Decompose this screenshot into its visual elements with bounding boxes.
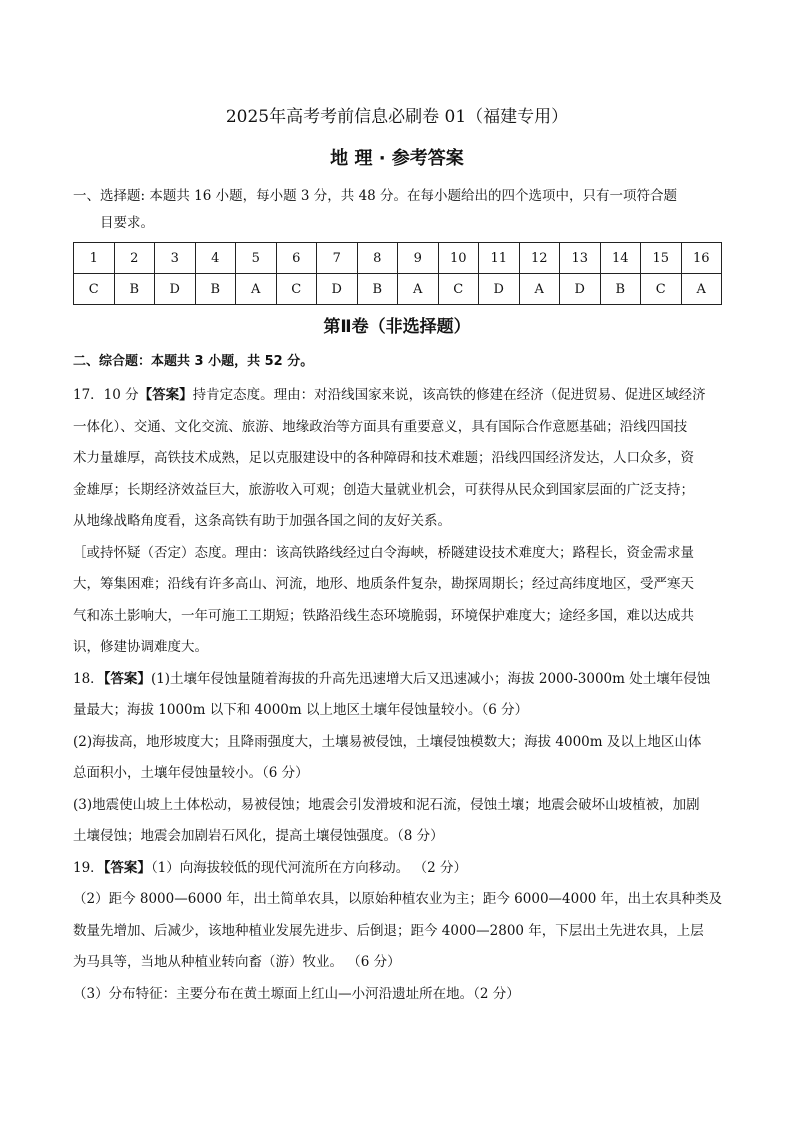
q19-line-2: （2）距今 8000—6000 年，出土简单农具，以原始种植农业为主；距今 6000—4000 年，出土农具种类及	[73, 891, 723, 907]
question-number-cell: 15	[641, 243, 682, 274]
q17-line-2: 一体化）、交通、文化交流、旅游、地缘政治等方面具有重要意义，具有国际合作意愿基础；沿线四国技	[73, 418, 688, 435]
q19-line-1: （1）向海拔较低的现代河流所在方向移动。 （2 分）	[150, 859, 467, 876]
q18-line-2: 量最大；海拔 1000m 以下和 4000m 以上地区土壤年侵蚀量较小。（6 分）	[73, 702, 529, 718]
answer-cell: D	[479, 274, 520, 305]
q17-line-8: 气和冻土影响大，一年可施工工期短；铁路沿线生态环境脆弱，环境保护难度大；途经多国，难以达成共	[73, 607, 694, 624]
q17-line-1: 持肯定态度。理由：对沿线国家来说，该高铁的修建在经济（促进贸易、促进区域经济	[192, 387, 706, 403]
answer-cell: B	[114, 274, 155, 305]
answer-cell: B	[357, 274, 398, 305]
answer-cell: A	[236, 274, 277, 305]
answer-cell: D	[317, 274, 358, 305]
answer-cell: B	[195, 274, 236, 305]
q18-line-4: 总面积小，土壤年侵蚀量较小。（6 分）	[73, 765, 309, 781]
q17-prefix: 17．10 分	[73, 387, 139, 403]
q19-line-5: （3）分布特征：主要分布在黄土塬面上红山—小河沿遗址所在地。（2 分）	[73, 985, 520, 1002]
document-subtitle: 地 理 · 参考答案	[330, 148, 464, 169]
q17-line-4: 金雄厚；长期经济效益巨大，旅游收入可观；创造大量就业机会，可获得从民众到国家层面的广泛支持；	[73, 481, 694, 498]
q18-line-5: (3)地震使山坡上土体松动，易被侵蚀；地震会引发滑坡和泥石流，侵蚀土壤；地震会破坏山坡植被，加剧	[73, 796, 700, 813]
q18-answer-tag: 【答案】	[103, 670, 151, 687]
question-number-cell: 10	[438, 243, 479, 274]
answer-cell: A	[681, 274, 722, 305]
answer-cell: C	[438, 274, 479, 305]
question-number-cell: 4	[195, 243, 236, 274]
q19-line-3: 数量先增加、后减少，该地种植业发展先进步、后倒退；距今 4000—2800 年，下层出土先进农具，上层	[73, 922, 704, 939]
question-19-answer	[73, 853, 723, 1011]
answer-cell: A	[398, 274, 439, 305]
q19-answer-tag: 【答案】	[103, 859, 151, 876]
answer-cell: D	[155, 274, 196, 305]
question-number-cell: 1	[74, 243, 115, 274]
answer-cell: B	[600, 274, 641, 305]
question-number-cell: 13	[560, 243, 601, 274]
q18-line-3: (2)海拔高，地形坡度大；且降雨强度大，土壤易被侵蚀，土壤侵蚀模数大；海拔 4000m 及以上地区山体	[73, 733, 702, 750]
q18-prefix: 18．	[73, 670, 104, 687]
section-1-line-1: 一、选择题: 本题共 16 小题，每小题 3 分，共 48 分。在每小题给出的四个选项中，只有一项符合题	[73, 188, 678, 204]
part-2-title: 第Ⅱ卷（非选择题）	[323, 317, 471, 337]
answers-body	[73, 380, 723, 1010]
question-number-cell: 5	[236, 243, 277, 274]
section-1-instructions	[73, 183, 723, 237]
question-18-answer	[73, 664, 723, 853]
answer-table	[73, 242, 722, 305]
answer-cell: C	[641, 274, 682, 305]
answer-cell: D	[560, 274, 601, 305]
question-number-cell: 9	[398, 243, 439, 274]
question-number-cell: 6	[276, 243, 317, 274]
question-number-cell: 7	[317, 243, 358, 274]
question-number-cell: 11	[479, 243, 520, 274]
document-title: 2025年高考考前信息必刷卷 01（福建专用）	[225, 107, 569, 127]
question-number-cell: 3	[155, 243, 196, 274]
answer-table-number-row	[74, 243, 722, 274]
q17-line-9: 识，修建协调难度大。	[73, 639, 208, 655]
question-number-cell: 2	[114, 243, 155, 274]
q17-answer-tag: 【答案】	[138, 387, 193, 403]
section-2-head: 二、综合题：本题共 3 小题，共 52 分。	[73, 354, 314, 369]
q17-line-3: 术力量雄厚，高铁技术成熟，足以克服建设中的各种障碍和技术难题；沿线四国经济发达，人口众多，资	[73, 450, 694, 466]
question-number-cell: 12	[519, 243, 560, 274]
q19-line-4: 为马具等，当地从种植业转向畜（游）牧业。 （6 分）	[73, 954, 401, 970]
q17-line-6: ［或持怀疑（否定）态度。理由：该高铁路线经过白令海峡，桥隧建设技术难度大；路程长，资金需求量	[73, 544, 694, 561]
answer-cell: C	[276, 274, 317, 305]
question-number-cell: 14	[600, 243, 641, 274]
question-number-cell: 8	[357, 243, 398, 274]
answer-table-answer-row	[74, 274, 722, 305]
q17-line-7: 大，筹集困难；沿线有许多高山、河流，地形、地质条件复杂，勘探周期长；经过高纬度地区，受严寒天	[73, 576, 694, 592]
q17-line-5: 从地缘战略角度看，这条高铁有助于加强各国之间的友好关系。	[73, 513, 451, 529]
section-1-line-2: 目要求。	[100, 215, 154, 231]
question-number-cell: 16	[681, 243, 722, 274]
q19-prefix: 19．	[73, 859, 104, 876]
answer-cell: C	[74, 274, 115, 305]
question-17-answer	[73, 380, 723, 664]
q18-line-1: (1)土壤年侵蚀量随着海拔的升高先迅速增大后又迅速减小；海拔 2000-3000m 处土壤年侵蚀	[150, 670, 711, 687]
answer-cell: A	[519, 274, 560, 305]
q18-line-6: 土壤侵蚀；地震会加剧岩石风化，提高土壤侵蚀强度。（8 分）	[73, 828, 444, 844]
